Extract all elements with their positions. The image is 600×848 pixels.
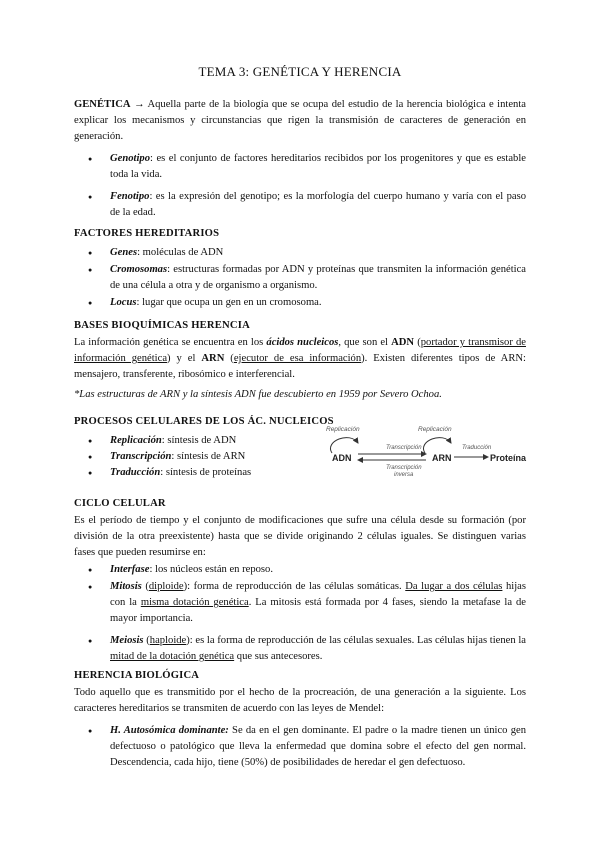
intro-term: GENÉTICA: [74, 99, 131, 110]
item-text: Se da en el gen dominante. El padre o la madre tienen un único gen defectuoso o patológico que lleva la enfermedad que domina sobre el efecto del gen normal. Descendencia, cada hijo, tiene (50%) de posibilidades de heredar el gen defectuoso.: [110, 725, 526, 768]
item-text: : lugar que ocupa un gen en un cromosoma.: [136, 297, 322, 308]
text-segment: ): es la forma de reproducción de las células sexuales. Las células hijas tienen la: [186, 635, 526, 646]
intro-text: Aquella parte de la biología que se ocupa del estudio de la herencia biológica e intenta explicar los mecanismos y circunstancias que rigen la transmisión de caracteres de generación en generación.: [74, 99, 526, 142]
node-proteina: Proteína: [490, 453, 527, 463]
text-underlined: mitad de la dotación genética: [110, 651, 235, 662]
section-heading-ciclo: CICLO CELULAR: [74, 498, 166, 509]
text-segment: (: [414, 337, 421, 348]
text-segment: . La mitosis está formada por 4 fases, siendo la metafase la de mayor importancia.: [110, 597, 526, 624]
text-segment: ) y el: [167, 353, 202, 364]
list-item: [74, 189, 526, 221]
text-underlined: Da lugar a dos células: [405, 581, 503, 592]
section-heading-herencia: HERENCIA BIOLÓGICA: [74, 670, 200, 681]
list-item: [74, 433, 324, 449]
text-segment: La información genética se encuentra en los: [74, 337, 267, 348]
text-underlined: ejecutor de esa información: [233, 353, 362, 364]
ciclo-list: [74, 562, 526, 665]
list-item: [74, 245, 526, 261]
item-text: : los núcleos están en reposo.: [149, 564, 274, 575]
text-segment: hijas con la: [110, 581, 526, 608]
procesos-list: [74, 433, 324, 481]
bases-paragraph: [74, 335, 526, 383]
herencia-paragraph: Todo aquello que es transmitido por el hecho de la procreación, de una generación a la siguiente. Los caracteres hereditarios se transmiten de acuerdo con las leyes de Mendel:: [74, 687, 526, 714]
list-item: [74, 562, 526, 578]
list-item: [74, 295, 526, 311]
text-segment: que sus antecesores.: [234, 651, 323, 662]
list-item: [74, 465, 324, 481]
item-text: : estructuras formadas por ADN y proteínas que transmiten la información genética de una célula a otra y de organismo a organismo.: [110, 264, 526, 291]
item-term: Locus: [110, 297, 137, 308]
text-underlined: diploide: [148, 581, 184, 592]
label-traduccion: Traducción: [462, 445, 492, 451]
replication-loop-arn: [423, 438, 451, 453]
item-text: : es la expresión del genotipo; es la morfología del cuerpo humano y varía con el paso de la edad.: [110, 191, 526, 218]
page-title: TEMA 3: GENÉTICA Y HERENCIA: [198, 64, 402, 79]
node-arn: ARN: [432, 453, 452, 463]
text-segment: ). Existen diferentes tipos de ARN: mensajero, transferente, ribosómico e interferencial.: [74, 353, 526, 380]
item-term: Interfase: [110, 564, 150, 575]
item-term: Genes: [110, 247, 138, 258]
item-term: Transcripción: [110, 451, 172, 462]
text-underlined: misma dotación genética: [140, 597, 249, 608]
text-segment: ): forma de reproducción de las células somáticas.: [183, 581, 406, 592]
item-term: Fenotipo: [110, 191, 150, 202]
factores-list: [74, 245, 526, 311]
section-heading-bases: BASES BIOQUÍMICAS HERENCIA: [74, 320, 250, 331]
label-transcripcion-inversa-2: inversa: [394, 472, 414, 478]
text-bold: ADN: [391, 337, 415, 348]
item-text: : moléculas de ADN: [137, 247, 224, 258]
item-text: : es el conjunto de factores hereditarios recibidos por los progenitores y que es estable toda la vida.: [110, 153, 526, 180]
section-heading-procesos: PROCESOS CELULARES DE LOS ÁC. NUCLEICOS: [74, 416, 334, 427]
list-item: [74, 262, 526, 294]
label-transcripcion-inversa-1: Transcripción: [386, 465, 422, 471]
item-text: : síntesis de ADN: [161, 435, 237, 446]
ciclo-paragraph: Es el período de tiempo y el conjunto de modificaciones que sufre una célula desde su formación (por división de la otra preexistente) hasta que se divide originando 2 células iguales. Se distinguen varias fases que pueden resumirse en:: [74, 515, 526, 558]
central-dogma-diagram: [322, 423, 532, 483]
node-adn: ADN: [332, 453, 352, 463]
text-segment: (: [224, 353, 234, 364]
item-term: Meiosis: [110, 635, 144, 646]
list-item: [74, 723, 526, 771]
item-term: H. Autosómica dominante:: [110, 725, 229, 736]
text-bold: ácidos nucleicos: [266, 337, 339, 348]
item-term: Cromosomas: [110, 264, 168, 275]
text-segment: (: [143, 635, 150, 646]
herencia-list: [74, 723, 526, 771]
item-term: Genotipo: [110, 153, 151, 164]
text-underlined: portador y transmisor de información genética: [74, 337, 526, 364]
intro-arrow: →: [130, 99, 148, 110]
item-text: : síntesis de ARN: [171, 451, 246, 462]
item-text: : síntesis de proteínas: [160, 467, 252, 478]
label-transcripcion: Transcripción: [386, 445, 422, 451]
text-bold: ARN: [201, 353, 225, 364]
replication-loop-adn: [330, 438, 358, 453]
item-term: Replicación: [110, 435, 162, 446]
list-item: [74, 579, 526, 627]
text-segment: , que son el: [338, 337, 392, 348]
intro-list: [74, 151, 526, 221]
list-item: [74, 151, 526, 183]
bases-note: *Las estructuras de ARN y la síntesis ADN fue descubierto en 1959 por Severo Ochoa.: [74, 389, 442, 400]
item-term: Mitosis: [110, 581, 142, 592]
intro-paragraph: [74, 97, 526, 145]
section-heading-factores: FACTORES HEREDITARIOS: [74, 228, 220, 239]
list-item: [74, 449, 324, 465]
item-term: Traducción: [110, 467, 161, 478]
list-item: [74, 633, 526, 665]
text-underlined: haploide: [149, 635, 187, 646]
label-replicacion-adn: Replicación: [326, 426, 360, 433]
label-replicacion-arn: Replicación: [418, 426, 452, 433]
text-segment: (: [141, 581, 149, 592]
